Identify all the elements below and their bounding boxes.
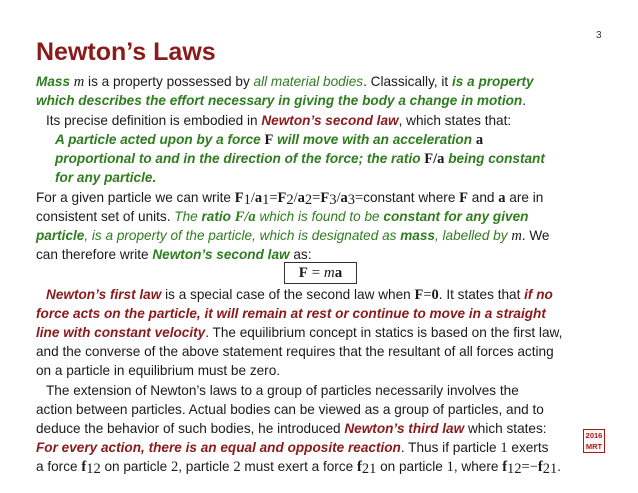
eq-symbol: f	[81, 459, 87, 475]
equation-box	[284, 262, 357, 284]
p2-line3	[36, 226, 550, 246]
force-symbol: F	[459, 190, 469, 206]
quote-line1	[55, 130, 483, 150]
mass-term: Mass	[36, 74, 71, 89]
p4-line5	[36, 457, 561, 477]
quote: will move with an acceleration	[273, 132, 476, 147]
mass-symbol: m	[73, 74, 85, 90]
text: is a special case of the second law when	[161, 287, 415, 302]
eq-symbol: f	[537, 459, 543, 475]
text: and the converse of the above statement requires that the resultant of all forces acting	[36, 344, 554, 359]
text: . It states that	[438, 287, 525, 302]
emphasis: , labelled by	[434, 228, 512, 243]
text: Its precise definition is embodied in	[46, 113, 262, 128]
text: and	[468, 190, 499, 205]
ratio-symbol: F/a	[234, 209, 256, 225]
accel-symbol: a	[475, 132, 484, 148]
p1-line1	[36, 72, 534, 92]
quote-line2	[55, 149, 545, 169]
text: . The equilibrium concept in statics is based on the first law,	[205, 325, 563, 340]
first-law-term: Newton’s first law	[46, 287, 162, 302]
text: action between particles. Actual bodies can be viewed as a group of particles, and to	[36, 402, 544, 417]
eq-accel: a	[334, 265, 343, 281]
emphasis: line with constant velocity	[36, 325, 206, 340]
p2-line1	[36, 188, 543, 208]
badge-year: 2016	[585, 431, 603, 440]
eq-force: F	[298, 265, 308, 281]
subscript: 3	[329, 192, 337, 208]
text: is a property possessed by	[84, 74, 254, 89]
p4-line3	[36, 419, 547, 438]
eq-symbol: =	[269, 190, 278, 206]
p3-line4	[36, 342, 554, 361]
p3-line3	[36, 323, 562, 342]
eq-symbol: =	[355, 190, 364, 206]
quote: A particle acted upon by a force	[55, 132, 265, 147]
text: as:	[289, 247, 312, 262]
eq-symbol: F	[414, 287, 424, 303]
text: constant	[363, 190, 415, 205]
badge-initials: MRT	[585, 442, 603, 451]
p4-line4	[36, 438, 548, 458]
p2-line2	[36, 207, 528, 227]
p1-line2	[36, 91, 526, 110]
second-law-term: Newton’s second law	[152, 247, 290, 262]
accel-symbol: a	[498, 190, 506, 206]
subscript: 1	[243, 192, 251, 208]
eq-symbol: 0	[431, 287, 439, 303]
subscript: 12	[86, 461, 101, 477]
text: For a given particle we can write	[36, 190, 235, 205]
eq-symbol: a	[254, 190, 263, 206]
eq-symbol: F	[234, 190, 244, 206]
eq-symbol: F	[277, 190, 287, 206]
text: where	[414, 190, 460, 205]
emphasis: The	[174, 209, 202, 224]
p3-line2	[36, 304, 546, 323]
text: . We	[521, 228, 550, 243]
text: .	[522, 93, 526, 108]
text: .	[557, 459, 562, 474]
emphasis: if no	[524, 287, 553, 302]
text: must exert a force	[240, 459, 357, 474]
emphasis: , is a property of the particle, which is designated as	[84, 228, 401, 243]
emphasis: all material bodies	[253, 74, 364, 89]
second-law-term: Newton’s second law	[261, 113, 399, 128]
text: consistent set of units.	[36, 209, 175, 224]
slide-title: Newton’s Laws	[36, 38, 216, 66]
eq-symbol: 1	[500, 440, 508, 456]
subscript: 2	[304, 192, 313, 208]
text: , where	[453, 459, 503, 474]
text: on particle	[376, 459, 447, 474]
quote: proportional to and in the direction of the force; the ratio	[55, 151, 425, 166]
p4-line2	[36, 400, 544, 419]
subscript: 3	[347, 192, 355, 208]
emphasis: For every action, there is an equal and opposite reaction	[36, 440, 401, 455]
text: exerts	[507, 440, 549, 455]
emphasis: which is found to be	[255, 209, 384, 224]
text: , which states that:	[398, 113, 512, 128]
emphasis: is a property	[452, 74, 534, 89]
text: are in	[505, 190, 544, 205]
p1-line3	[46, 111, 511, 130]
eq-symbol: /	[336, 190, 341, 206]
text: . Thus if particle	[400, 440, 501, 455]
force-symbol: F	[264, 132, 274, 148]
emphasis: constant for any given	[383, 209, 529, 224]
text: can therefore write	[36, 247, 153, 262]
eq-symbol: =	[312, 190, 321, 206]
eq-equals: =	[307, 265, 324, 281]
page-number: 3	[596, 30, 602, 41]
eq-symbol: F	[320, 190, 330, 206]
p3-line1	[46, 285, 553, 305]
text: , particle	[178, 459, 234, 474]
eq-symbol: =−	[521, 459, 538, 475]
subscript: 21	[361, 461, 377, 477]
emphasis: particle	[36, 228, 85, 243]
text: deduce the behavior of such bodies, he introduced	[36, 421, 345, 436]
p2-line4	[36, 245, 312, 264]
emphasis: force acts on the particle, it will remain at rest or continue to move in a straight	[36, 306, 546, 321]
text: on a particle in equilibrium must be zero.	[36, 363, 281, 378]
text: a force	[36, 459, 82, 474]
ratio-symbol: F/a	[424, 151, 445, 167]
subscript: 1	[262, 192, 270, 208]
eq-symbol: 1	[446, 459, 454, 475]
eq-symbol: /	[250, 190, 255, 206]
emphasis: which describes the effort necessary in giving the body a change in motion	[36, 93, 523, 108]
eq-mass: m	[323, 265, 335, 281]
eq-symbol: a	[340, 190, 348, 206]
quote: for any particle.	[55, 170, 157, 185]
eq-symbol: =	[423, 287, 432, 303]
mass-symbol: m	[511, 228, 522, 244]
eq-symbol: 2	[233, 459, 241, 475]
text: which states:	[464, 421, 547, 436]
eq-symbol: f	[502, 459, 508, 475]
third-law-term: Newton’s third law	[344, 421, 465, 436]
mass-term: mass	[400, 228, 435, 243]
p3-line5	[36, 361, 280, 380]
mrt-badge	[583, 429, 605, 453]
subscript: 2	[286, 192, 294, 208]
eq-symbol: 2	[170, 459, 179, 475]
text: . Classically, it	[363, 74, 452, 89]
p4-line1	[46, 381, 519, 400]
text: on particle	[100, 459, 171, 474]
eq-symbol: f	[356, 459, 362, 475]
eq-symbol: a	[297, 190, 305, 206]
subscript: 12	[507, 461, 522, 477]
eq-symbol: /	[293, 190, 298, 206]
subscript: 21	[542, 461, 558, 477]
quote: being constant	[444, 151, 545, 166]
emphasis: ratio	[201, 209, 231, 224]
text: The extension of Newton’s laws to a group of particles necessarily involves the	[46, 383, 519, 398]
quote-line3	[55, 168, 156, 187]
